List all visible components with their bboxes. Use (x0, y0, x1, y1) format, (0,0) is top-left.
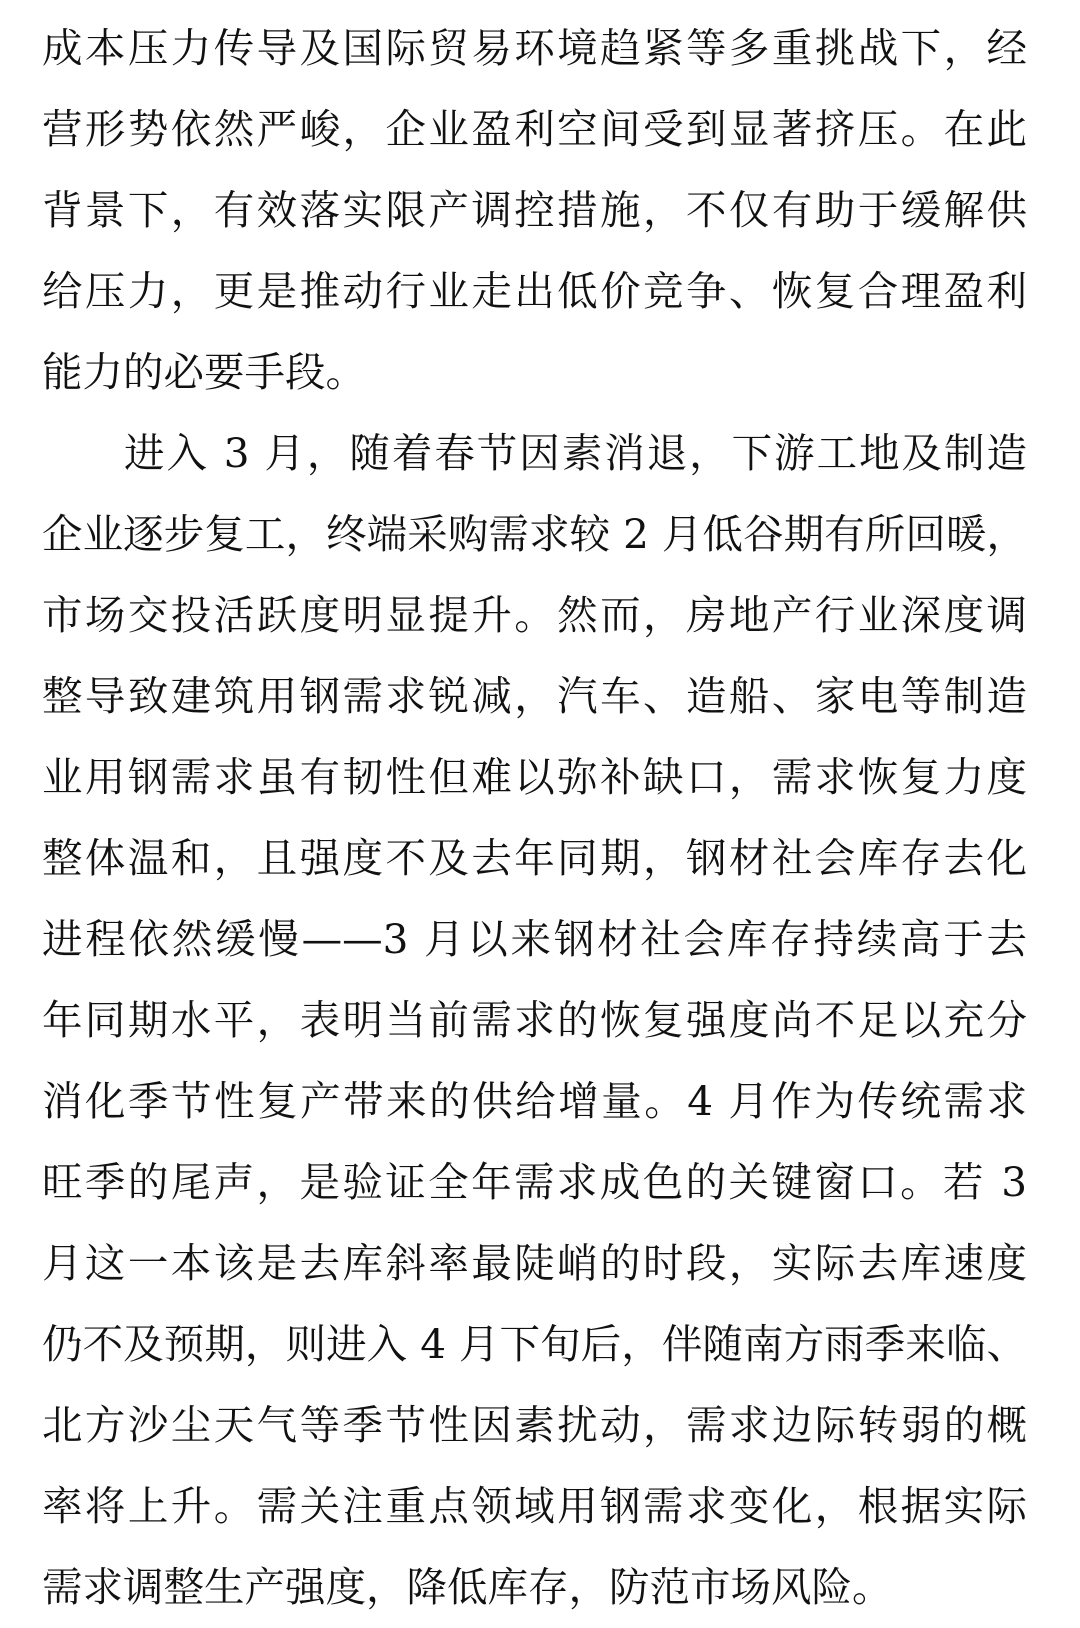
text-line: 成本压力传导及国际贸易环境趋紧等多重挑战下，经 (42, 24, 1027, 72)
text-line: 需求调整生产强度，降低库存，防范市场风险。 (42, 1563, 893, 1611)
text-line: 率将上升。需关注重点领域用钢需求变化，根据实际 (42, 1482, 1027, 1530)
paragraph-1 (42, 8, 1080, 413)
text-line: 营形势依然严峻，企业盈利空间受到显著挤压。在此 (42, 105, 1027, 153)
text-line: 整体温和，且强度不及去年同期，钢材社会库存去化 (42, 834, 1027, 882)
text-line: 消化季节性复产带来的供给增量。4 月作为传统需求 (42, 1077, 1027, 1125)
text-line: 背景下，有效落实限产调控措施，不仅有助于缓解供 (42, 186, 1027, 234)
text-line: 进入 3 月，随着春节因素消退，下游工地及制造 (124, 429, 1027, 477)
text-line: 市场交投活跃度明显提升。然而，房地产行业深度调 (42, 591, 1027, 639)
paragraph-2 (42, 413, 1080, 1628)
text-line: 进程依然缓慢——3 月以来钢材社会库存持续高于去 (42, 915, 1027, 963)
text-line: 年同期水平，表明当前需求的恢复强度尚不足以充分 (42, 996, 1027, 1044)
text-line: 企业逐步复工，终端采购需求较 2 月低谷期有所回暖， (42, 510, 1027, 558)
text-line: 北方沙尘天气等季节性因素扰动，需求边际转弱的概 (42, 1401, 1027, 1449)
text-line: 仍不及预期，则进入 4 月下旬后，伴随南方雨季来临、 (42, 1320, 1027, 1368)
text-line: 整导致建筑用钢需求锐减，汽车、造船、家电等制造 (42, 672, 1027, 720)
text-line: 月这一本该是去库斜率最陡峭的时段，实际去库速度 (42, 1239, 1027, 1287)
text-line: 能力的必要手段。 (42, 348, 366, 396)
text-line: 业用钢需求虽有韧性但难以弥补缺口，需求恢复力度 (42, 753, 1027, 801)
text-line: 给压力，更是推动行业走出低价竞争、恢复合理盈利 (42, 267, 1027, 315)
text-line: 旺季的尾声，是验证全年需求成色的关键窗口。若 3 (42, 1158, 1027, 1206)
